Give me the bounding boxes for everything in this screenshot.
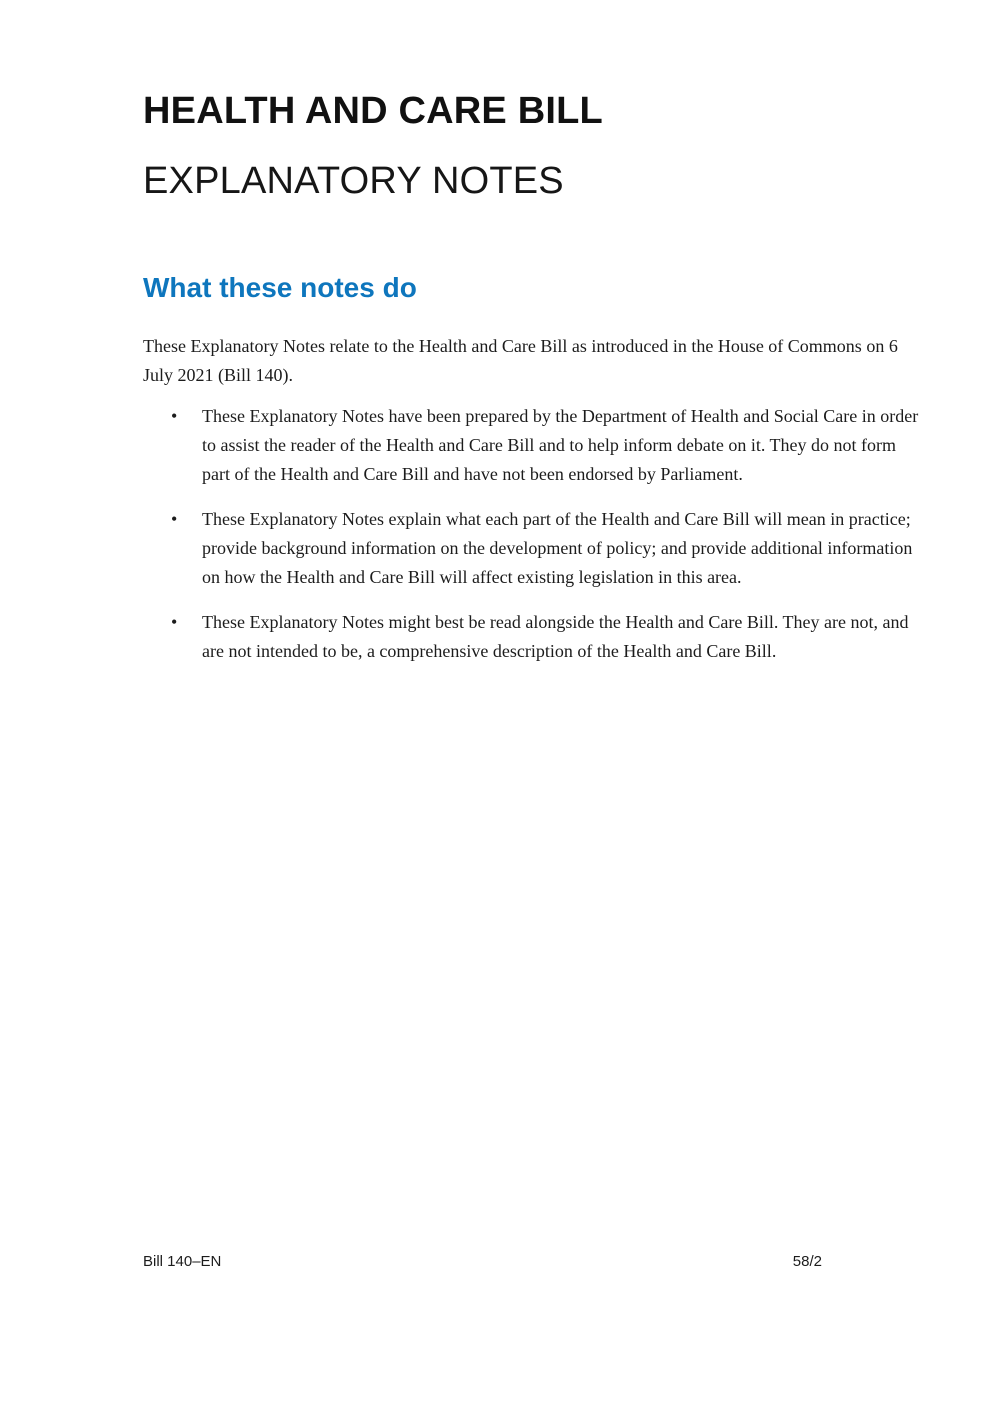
bullet-icon — [171, 608, 177, 637]
intro-paragraph: These Explanatory Notes relate to the Health and Care Bill as introduced in the House of Commons on 6 July 2021 (Bill 140). — [143, 336, 898, 385]
bullet-text: These Explanatory Notes have been prepared by the Department of Health and Social Care in order to assist the reader of the Health and Care Bill and to help inform debate on it. They do not form part of the Health and Care Bill and have not been endorsed by Parliament. — [202, 406, 919, 484]
document-subtitle: EXPLANATORY NOTES — [143, 160, 564, 202]
page-footer — [0, 1253, 991, 1277]
bullet-text: These Explanatory Notes might best be read alongside the Health and Care Bill. They are not, and are not intended to be, a comprehensive description of the Health and Care Bill. — [202, 612, 909, 661]
footer-bill-reference: Bill 140–EN — [143, 1253, 222, 1270]
footer-session-number: 58/2 — [792, 1253, 822, 1270]
bullet-text: These Explanatory Notes explain what each part of the Health and Care Bill will mean in practice; provide background information on the development of policy; and provide additional information on how the Health and Care Bill will affect existing legislation in this area. — [202, 509, 913, 587]
bullet-icon — [171, 402, 177, 431]
bullet-list — [143, 402, 923, 682]
bullet-icon — [171, 505, 177, 534]
bullet-item — [143, 608, 923, 666]
bullet-item — [143, 505, 923, 592]
document-title: HEALTH AND CARE BILL — [143, 90, 603, 132]
section-heading: What these notes do — [143, 272, 417, 303]
bullet-item — [143, 402, 923, 489]
